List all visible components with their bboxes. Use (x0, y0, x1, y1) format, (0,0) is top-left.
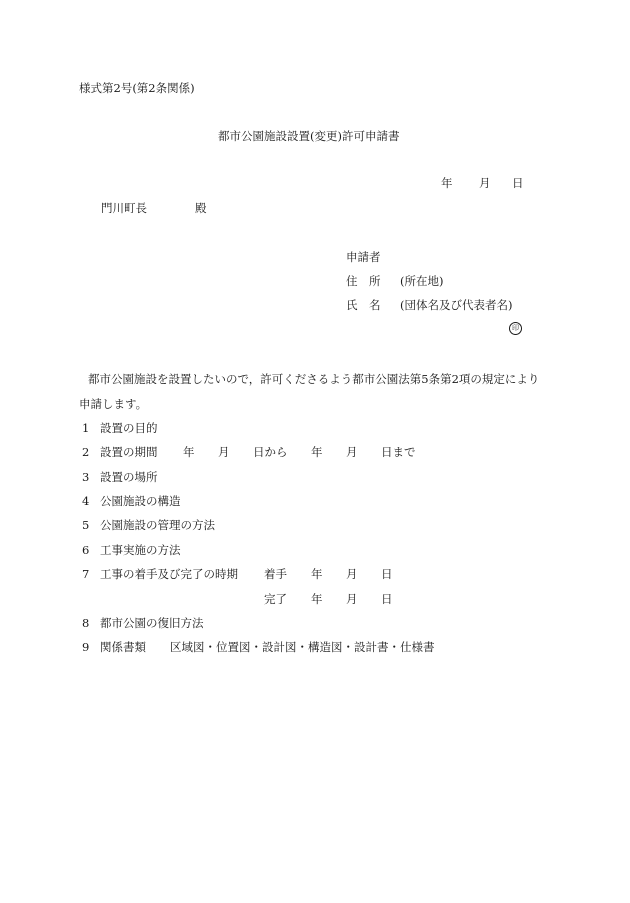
addressee-honorific: 殿 (195, 201, 207, 215)
period-day-from: 日から (253, 445, 288, 459)
start-label: 着手 (264, 567, 287, 581)
start-month: 月 (346, 567, 358, 581)
end-year: 年 (311, 592, 323, 606)
period-day-to: 日まで (381, 445, 416, 459)
item-number: 2 (82, 445, 90, 459)
addressee-name: 門川町長 (101, 201, 147, 215)
item-text: 都市公園の復旧方法 (100, 616, 204, 630)
applicant-address-row (346, 276, 443, 288)
item-number: 3 (82, 470, 90, 484)
item-text: 設置の場所 (100, 470, 158, 484)
address-label: 住 所 (346, 274, 381, 288)
body-text-line-2: 申請します。 (79, 397, 148, 411)
item-number: 9 (82, 640, 90, 654)
item-text: 設置の期間 (100, 445, 158, 459)
item-number: 8 (82, 616, 90, 630)
item-number: 1 (82, 421, 90, 435)
documents-list: 区域図・位置図・設計図・構造図・設計書・仕様書 (170, 640, 435, 654)
seal-icon: 印 (509, 322, 522, 335)
item-text: 設置の目的 (100, 421, 158, 435)
item-text: 関係書類 (100, 640, 146, 654)
item-text: 工事の着手及び完了の時期 (100, 567, 238, 581)
body-text-line-1: 都市公園施設を設置したいので，許可くださるよう都市公園法第5条第2項の規定により (88, 372, 540, 386)
form-number: 様式第2号(第2条関係) (79, 81, 195, 95)
name-note: (団体名及び代表者名) (400, 298, 513, 312)
date-day-label: 日 (512, 176, 524, 190)
date-year-label: 年 (441, 176, 453, 190)
item-number: 7 (82, 567, 90, 581)
applicant-label: 申請者 (346, 250, 381, 264)
name-label: 氏 名 (346, 298, 381, 312)
item-number: 5 (82, 518, 90, 532)
end-day: 日 (381, 592, 393, 606)
item-number: 4 (82, 494, 90, 508)
document-title: 都市公園施設設置(変更)許可申請書 (218, 129, 400, 143)
period-year-from: 年 (183, 445, 195, 459)
item-number: 6 (82, 543, 90, 557)
date-month-label: 月 (479, 176, 491, 190)
period-month-from: 月 (218, 445, 230, 459)
end-month: 月 (346, 592, 358, 606)
end-label: 完了 (264, 592, 287, 606)
start-day: 日 (381, 567, 393, 581)
item-text: 公園施設の管理の方法 (100, 518, 215, 532)
start-year: 年 (311, 567, 323, 581)
period-month-to: 月 (346, 445, 358, 459)
period-year-to: 年 (311, 445, 323, 459)
item-text: 工事実施の方法 (100, 543, 181, 557)
applicant-name-row (346, 300, 512, 312)
address-note: (所在地) (400, 274, 444, 288)
item-text: 公園施設の構造 (100, 494, 181, 508)
